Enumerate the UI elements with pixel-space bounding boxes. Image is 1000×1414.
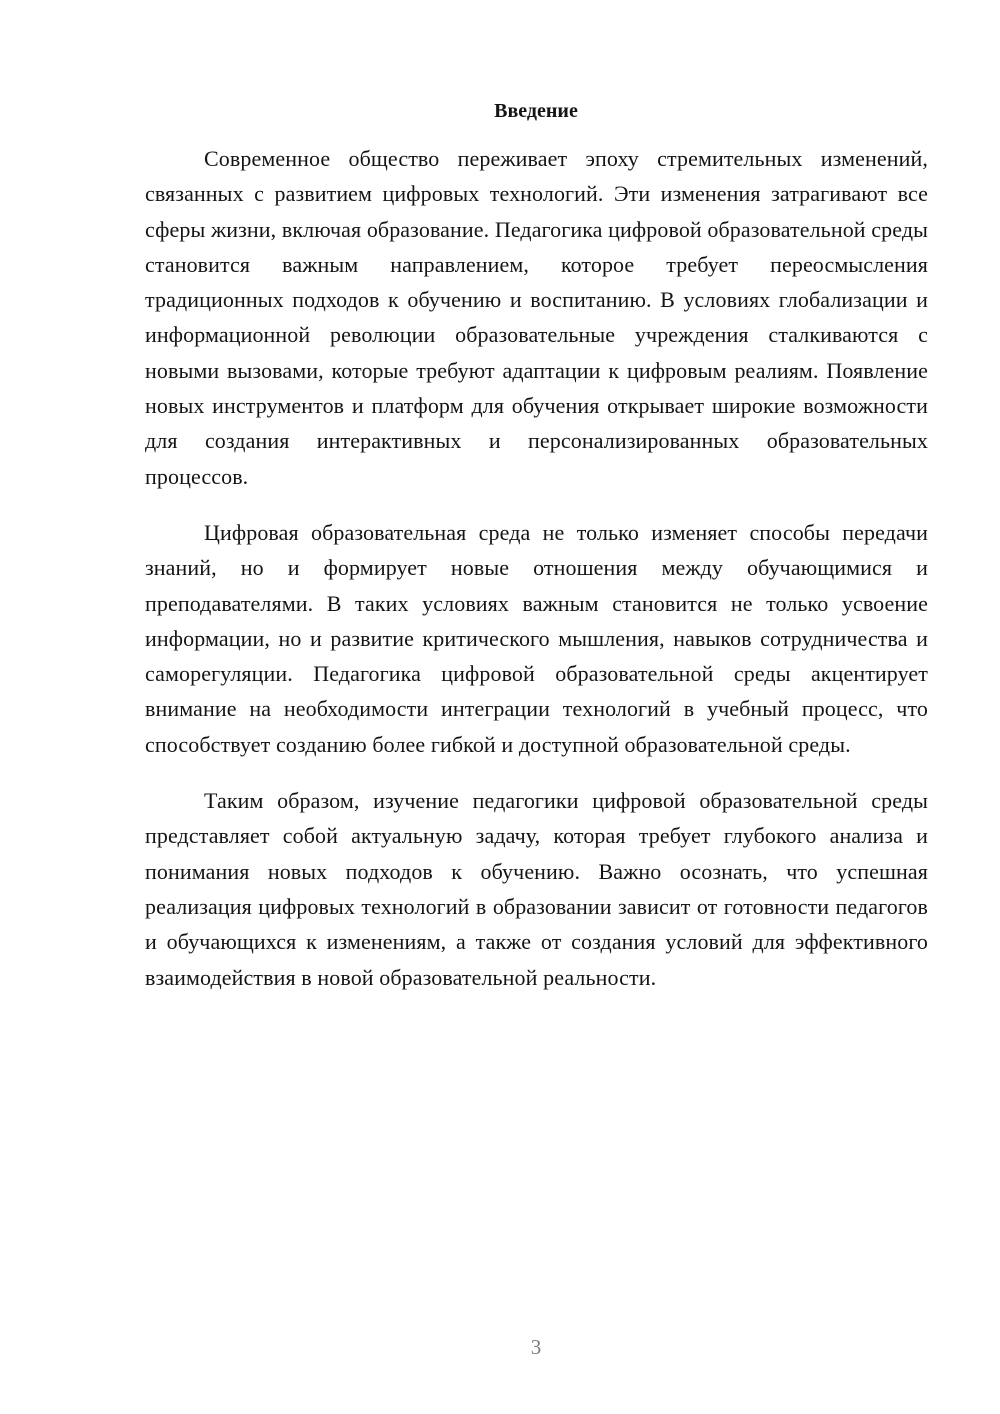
paragraph-1: Современное общество переживает эпоху стремительных изменений, связанных с развитием цифровых технологий. Эти изменения затрагивают все сферы жизни, включая образование. Педагогика цифровой образовательной среды становится важным направлением, которое требует переосмысления традиционных подходов к обучению и воспитанию. В условиях глобализации и информационной революции образовательные учреждения сталкиваются с новыми вызовами, которые требуют адаптации к цифровым реалиям. Появление новых инструментов и платформ для обучения открывает широкие возможности для создания интерактивных и персонализированных образовательных процессов. xyxy=(145,146,928,489)
page-number: 3 xyxy=(530,1335,542,1359)
section-heading: Введение xyxy=(494,100,578,122)
body-text xyxy=(145,141,928,995)
paragraph-2: Цифровая образовательная среда не только изменяет способы передачи знаний, но и формирует новые отношения между обучающимися и преподавателями. В таких условиях важным становится не только усвоение информации, но и развитие критического мышления, навыков сотрудничества и саморегуляции. Педагогика цифровой образовательной среды акцентирует внимание на необходимости интеграции технологий в учебный процесс, что способствует созданию более гибкой и доступной образовательной среды. xyxy=(145,519,928,757)
paragraph-3: Таким образом, изучение педагогики цифровой образовательной среды представляет собой актуальную задачу, которая требует глубокого анализа и понимания новых подходов к обучению. Важно осознать, что успешная реализация цифровых технологий в образовании зависит от готовности педагогов и обучающихся к изменениям, а также от создания условий для эффективного взаимодействия в новой образовательной реальности. xyxy=(145,788,928,990)
